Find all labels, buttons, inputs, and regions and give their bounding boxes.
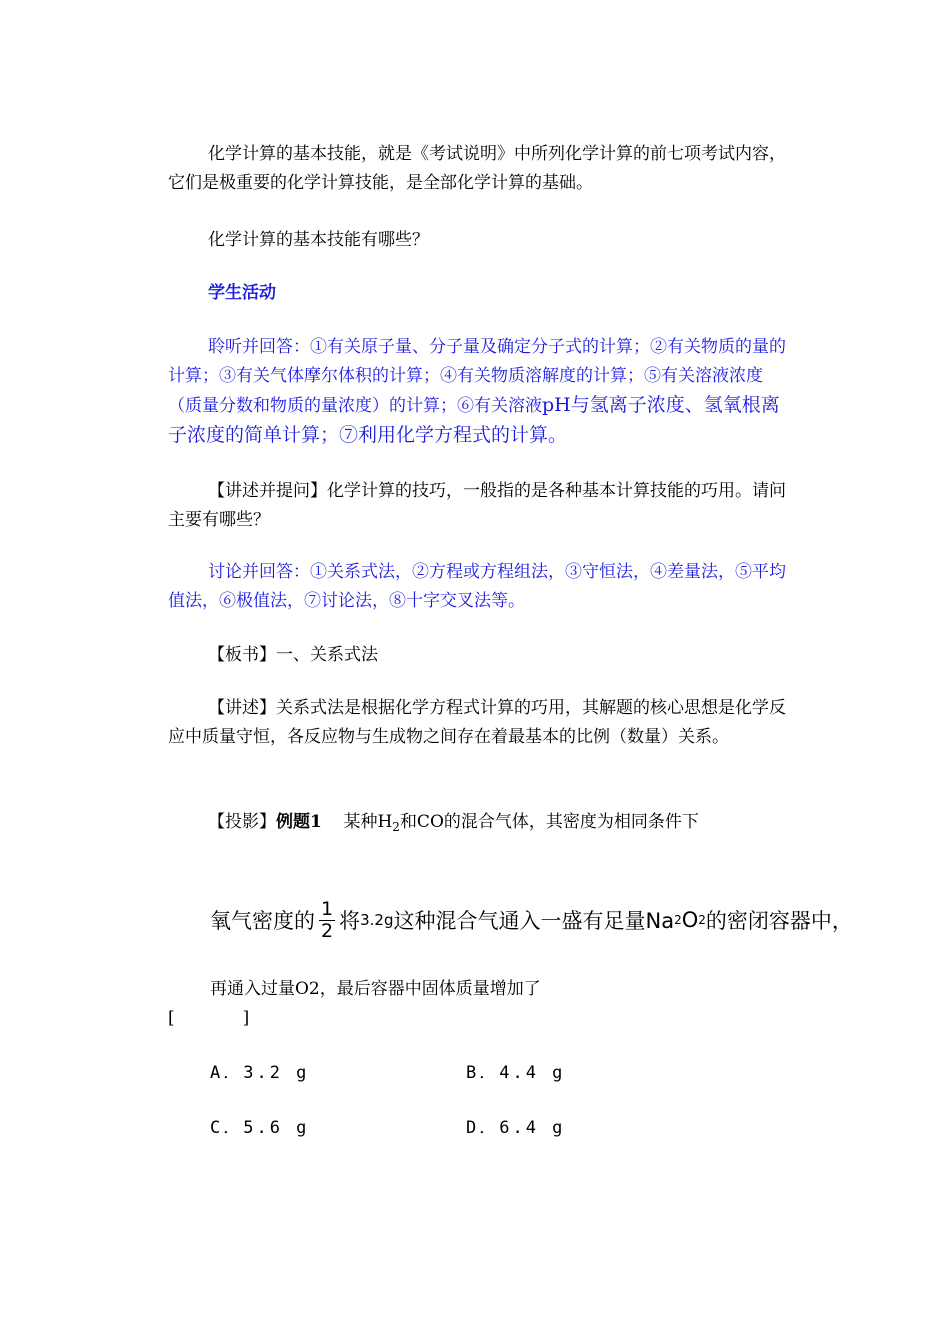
fraction-numerator: 1 — [321, 897, 334, 920]
section-heading: 学生活动 — [208, 283, 276, 303]
student-answer-text-large: pH与氢离子浓度、氢氧根离子浓度的简单计算；⑦利用化学方程式的计算。 — [168, 394, 780, 446]
formula-end: 的密闭容器中， — [705, 909, 853, 933]
student-answer-text: 聆听并回答：①有关原子量、分子量及确定分子式的计算；②有关物质的量的计算；③有关气体摩尔体积的计算；④有关物质溶解度的计算；⑤有关溶液浓度（质量分数和物质的量浓度）的计算；⑥有关溶液 — [168, 337, 786, 416]
board-heading: 【板书】一、关系式法 — [208, 645, 378, 665]
option-a: A．3.2 g — [210, 1063, 310, 1083]
formula-image-line — [210, 892, 910, 948]
option-b: B．4.4 g — [466, 1063, 566, 1083]
fraction — [319, 899, 335, 942]
example-prefix: 【投影】 — [208, 812, 276, 832]
formula-after: 这种混合气通入一盛有足量Na — [393, 909, 675, 933]
option-d: D．6.4 g — [466, 1118, 566, 1138]
student-answer-paragraph — [168, 333, 788, 451]
discussion-answer-paragraph: 讨论并回答：①关系式法，②方程或方程组法，③守恒法，④差量法，⑤平均值法，⑥极值法，⑦讨论法，⑧十字交叉法等。 — [168, 562, 786, 611]
formula-mass: 3.2g — [360, 911, 394, 929]
question-line: 再通入过量O2，最后容器中固体质量增加了 — [210, 979, 541, 999]
formula-mid: 将 — [339, 909, 361, 933]
example-text-2: 和CO的混合气体，其密度为相同条件下 — [399, 812, 699, 832]
formula-sub-2: 2 — [698, 913, 706, 927]
formula-sub-1: 2 — [674, 913, 682, 927]
lecture-paragraph: 【讲述】关系式法是根据化学方程式计算的巧用，其解题的核心思想是化学反应中质量守恒，各反应物与生成物之间存在着最基本的比例（数量）关系。 — [168, 698, 786, 747]
example-label: 例题1 — [276, 812, 322, 832]
example-subscript: 2 — [392, 820, 400, 834]
fraction-denominator: 2 — [321, 919, 334, 942]
question-paragraph: 化学计算的基本技能有哪些？ — [208, 230, 429, 250]
formula-o: O — [681, 908, 699, 932]
lecture-question-paragraph: 【讲述并提问】化学计算的技巧，一般指的是各种基本计算技能的巧用。请问主要有哪些？ — [168, 481, 786, 530]
option-c: C．5.6 g — [210, 1118, 310, 1138]
example-paragraph — [168, 808, 788, 842]
answer-bracket: [ ] — [168, 1008, 250, 1028]
formula-before: 氧气密度的 — [210, 909, 315, 933]
intro-paragraph: 化学计算的基本技能，就是《考试说明》中所列化学计算的前七项考试内容，它们是极重要的化学计算技能，是全部化学计算的基础。 — [168, 144, 786, 193]
example-text-1: 某种H — [343, 812, 393, 832]
